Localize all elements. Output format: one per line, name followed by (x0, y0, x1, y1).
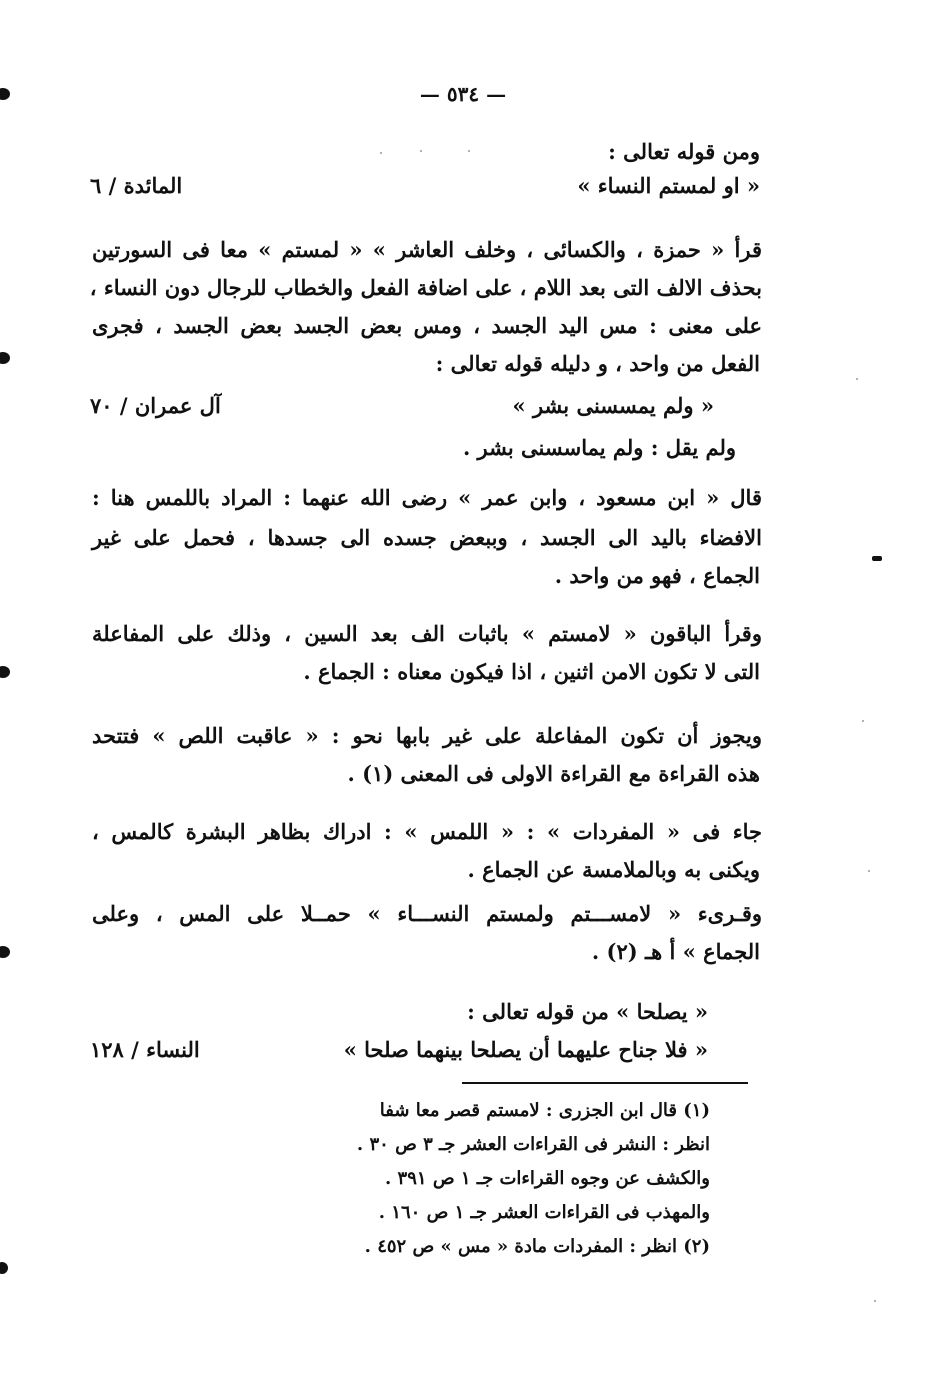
scan-speck (874, 1300, 876, 1302)
paragraph-1-line-3: على معنى : مس اليد الجسد ، ومس بعض الجسد بعض الجسد ، فجرى (92, 313, 762, 338)
quran-verse-1: « او لمستم النساء » (577, 173, 760, 198)
paragraph-1-line-2: بحذف الالف التى بعد اللام ، على اضافة الفعل والخطاب للرجال دون النساء ، (89, 275, 762, 300)
paragraph-4-line-1: ويجوز أن تكون المفاعلة على غير بابها نحو : « عاقبت اللص » فتتحد (92, 723, 762, 748)
quran-verse-3: « فلا جناح عليهما أن يصلحا بينهما صلحا » (343, 1037, 708, 1062)
scan-mark (872, 556, 882, 561)
footnote-line-3: والكشف عن وجوه القراءات جـ ١ ص ٣٩١ . (385, 1168, 710, 1189)
paragraph-5-line-1: جاء فى « المفردات » : « اللمس » : ادراك بظاهر البشرة كالمس ، (92, 819, 762, 844)
paragraph-4-line-2: هذه القراءة مع القراءة الاولى فى المعنى (١) . (347, 761, 760, 786)
paragraph-2-line-3: الجماع ، فهو من واحد . (554, 563, 760, 588)
scan-speck (856, 378, 858, 380)
scan-mark (0, 666, 10, 678)
scan-speck (420, 150, 422, 152)
footnote-line-1: (١) قال ابن الجزرى : لامستم قصر معا شفا (379, 1100, 710, 1121)
quran-verse-2: « ولم يمسسنى بشر » (512, 393, 714, 418)
paragraph-5-line-2: ويكنى به وبالملامسة عن الجماع . (467, 857, 760, 882)
paragraph-2-line-1: قال « ابن مسعود ، وابن عمر » رضى الله عنهما : المراد باللمس هنا : (92, 485, 762, 510)
paragraph-6-line-2: الجماع » أ هـ (٢) . (591, 939, 760, 964)
verse-reference-3: النساء / ١٢٨ (90, 1037, 200, 1062)
verse-note: ولم يقل : ولم يماسسنى بشر . (462, 435, 736, 460)
scan-mark (0, 946, 10, 958)
paragraph-1-line-1: قرأ « حمزة ، والكسائى ، وخلف العاشر » « لمستم » معا فى السورتين (92, 237, 762, 262)
scan-mark (0, 1262, 8, 1274)
paragraph-6-line-1: وقـرىء « لامســـتم ولمستم النســـاء » حمــلا على المس ، وعلى (92, 901, 762, 926)
verse-intro-1: ومن قوله تعالى : (608, 139, 760, 164)
scan-speck (862, 720, 864, 722)
paragraph-1-line-4: الفعل من واحد ، و دليله قوله تعالى : (435, 351, 760, 376)
paragraph-3-line-1: وقرأ الباقون « لامستم » باثبات الف بعد السين ، وذلك على المفاعلة (92, 621, 762, 646)
footnote-separator (462, 1082, 748, 1084)
verse-reference-1: المائدة / ٦ (90, 173, 183, 198)
footnote-line-4: والمهذب فى القراءات العشر جـ ١ ص ١٦٠ . (378, 1202, 710, 1223)
page-number: — ٥٣٤ — (419, 82, 507, 106)
scan-speck (868, 870, 870, 872)
verse-reference-2: آل عمران / ٧٠ (90, 393, 221, 418)
paragraph-3-line-2: التى لا تكون الامن اثنين ، اذا فيكون معناه : الجماع . (303, 659, 760, 684)
scan-speck (380, 152, 382, 154)
verse-intro-3: « يصلحا » من قوله تعالى : (467, 999, 708, 1024)
footnote-line-2: انظر : النشر فى القراءات العشر جـ ٣ ص ٣٠ . (356, 1134, 710, 1155)
footnote-line-5: (٢) انظر : المفردات مادة « مس » ص ٤٥٢ . (364, 1236, 710, 1257)
paragraph-2-line-2: الافضاء باليد الى الجسد ، وببعض جسده الى جسدها ، فحمل على غير (92, 525, 762, 550)
scan-mark (0, 352, 10, 364)
scan-speck (468, 150, 470, 152)
